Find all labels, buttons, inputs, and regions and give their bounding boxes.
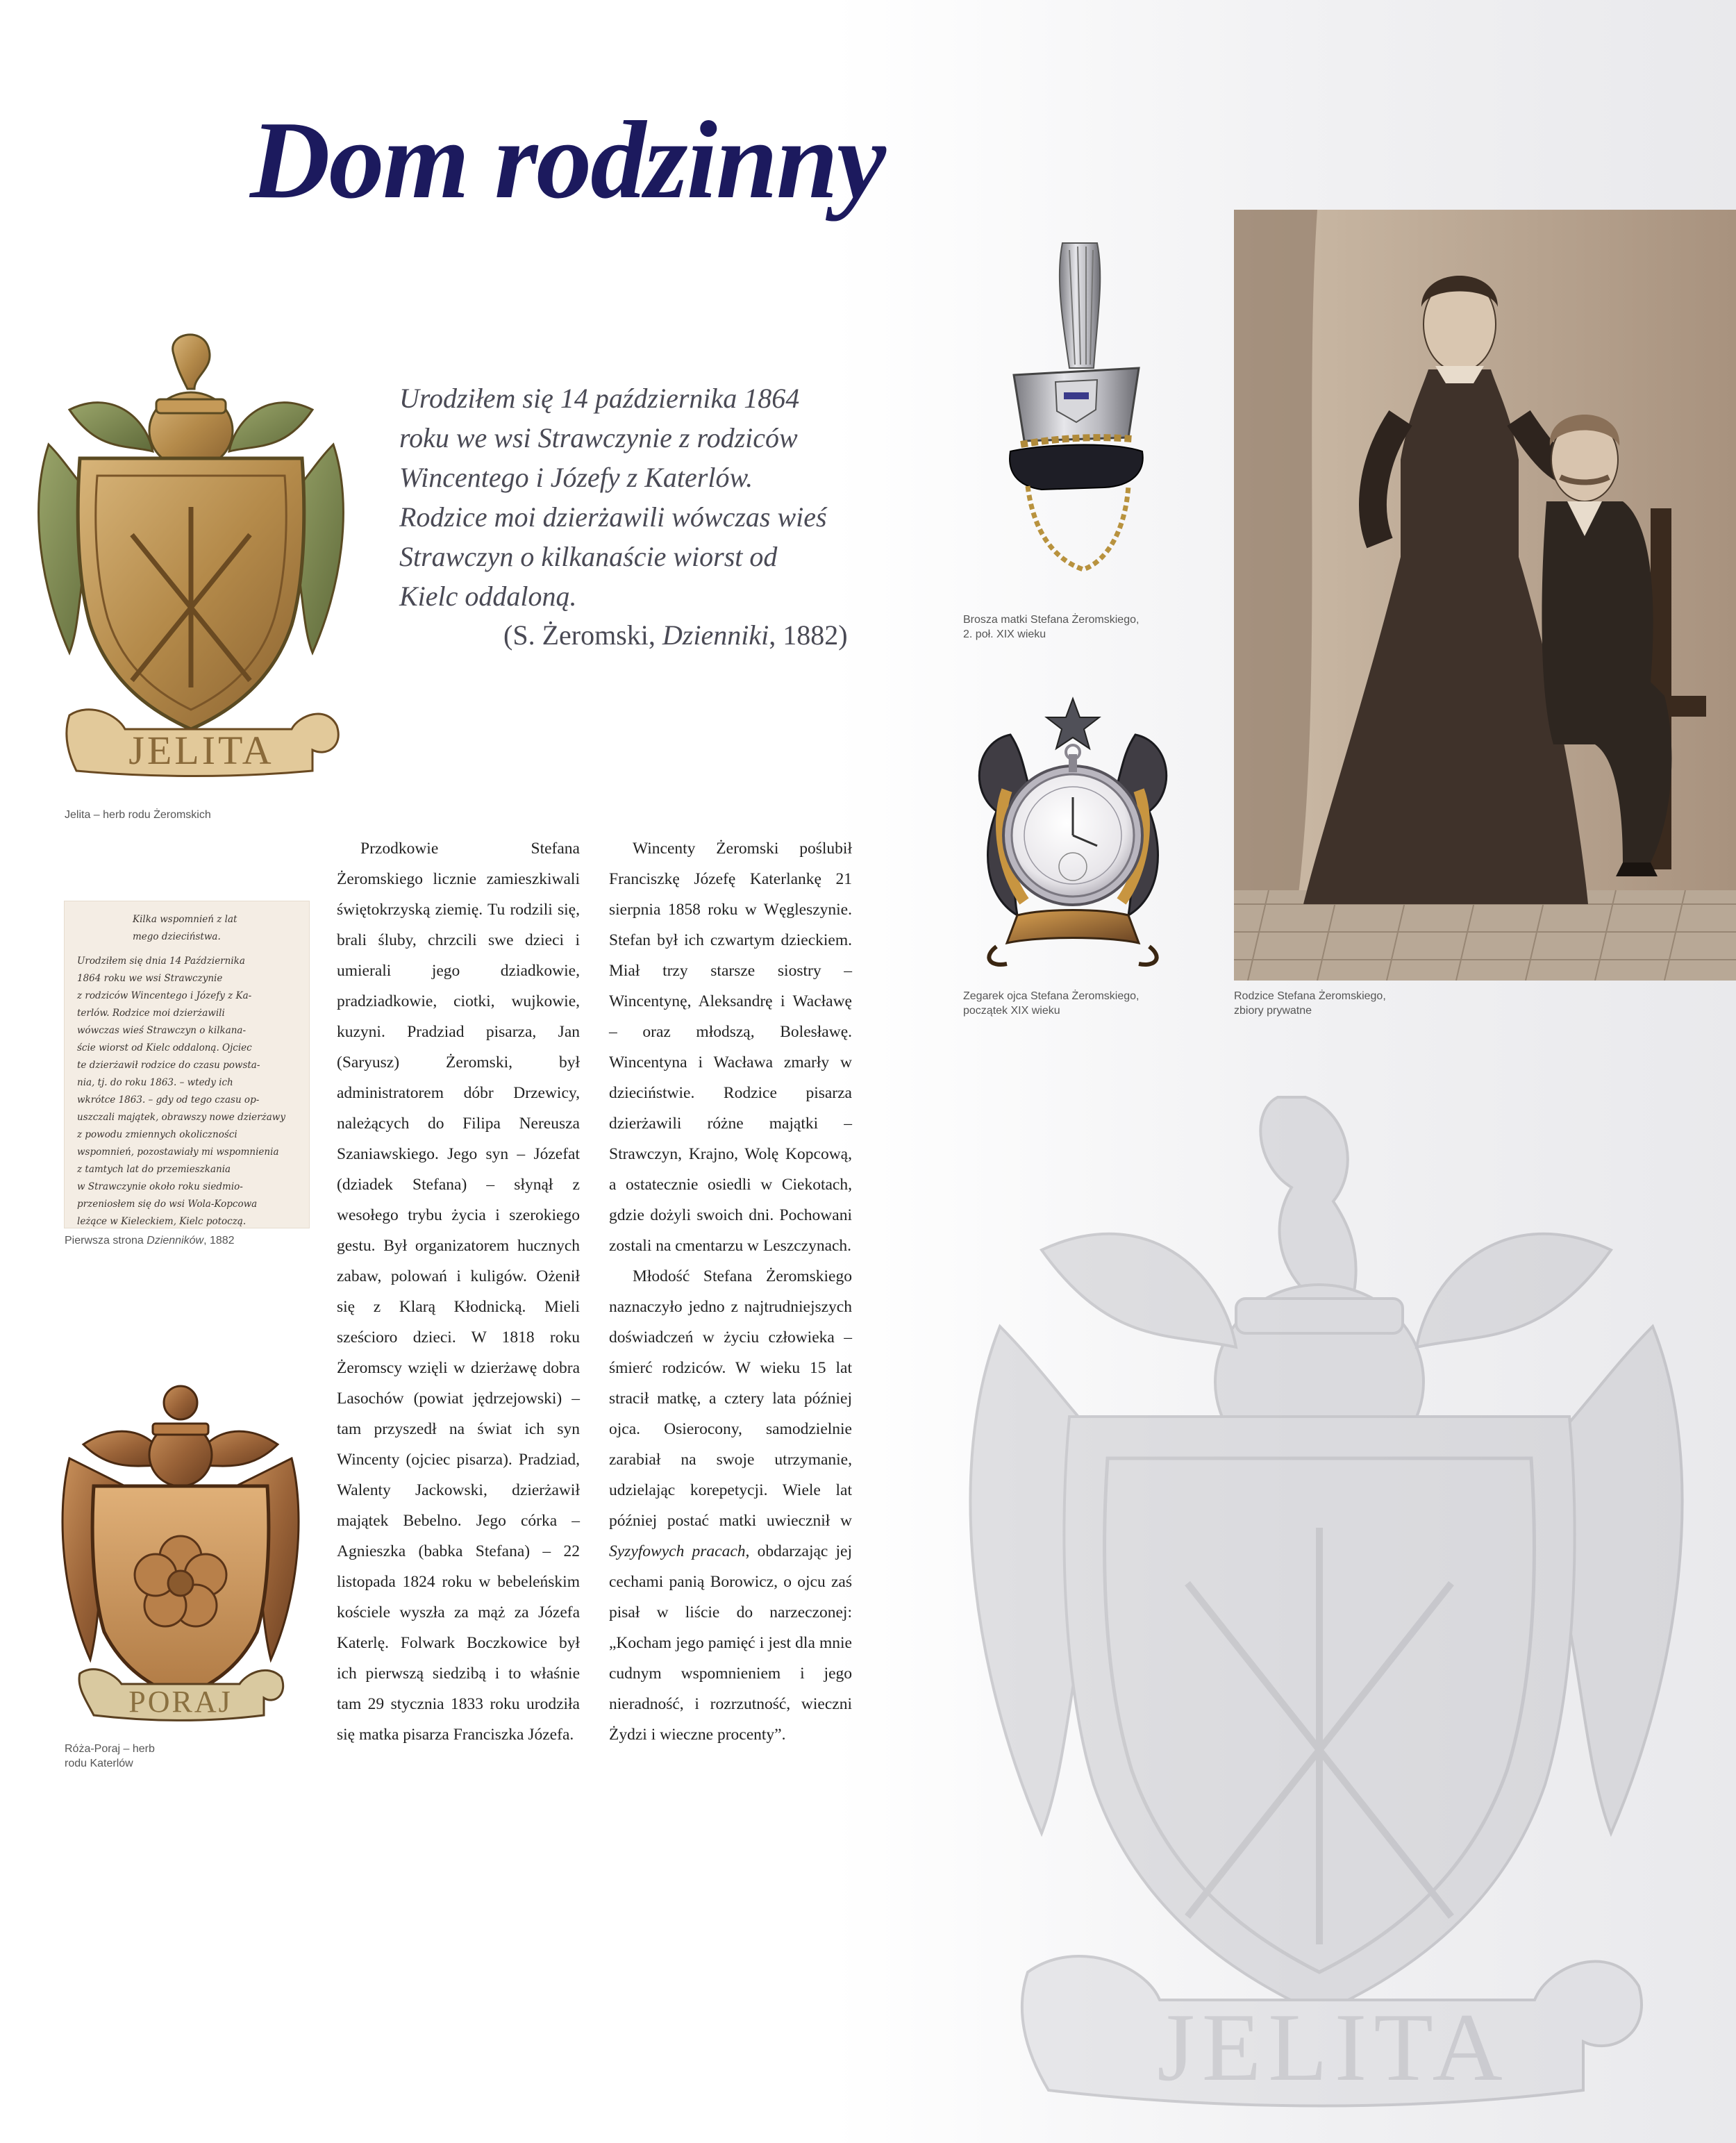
poraj-caption	[65, 1742, 155, 1771]
jelita-crest-icon	[28, 326, 354, 799]
jelita-watermark-image	[944, 1083, 1708, 2132]
manuscript-line: terlów. Rodzice moi dzierżawili	[77, 1008, 225, 1019]
manuscript-line: uszczali majątek, obrawszy nowe dzierżawy	[77, 1112, 285, 1123]
svg-text:JELITA: JELITA	[128, 728, 274, 773]
parents-photo	[1234, 210, 1736, 981]
svg-text:PORAJ: PORAJ	[128, 1685, 233, 1719]
quote-line: Strawczyn o kilkanaście wiorst od	[399, 541, 778, 572]
quote-line: Wincentego i Józefy z Katerlów.	[399, 462, 753, 493]
column2-paragraph-2-work: Syzyfowych pracach	[609, 1542, 746, 1560]
page-title: Dom rodzinny	[250, 98, 885, 222]
poraj-crest-image	[56, 1375, 306, 1736]
watch-caption-line: Zegarek ojca Stefana Żeromskiego,	[963, 990, 1140, 1002]
diary-caption-text: Pierwsza strona	[65, 1235, 147, 1246]
quote-source-author: (S. Żeromski,	[503, 619, 662, 651]
parents-caption	[1234, 989, 1386, 1018]
manuscript-line: z powodu zmiennych okoliczności	[77, 1129, 237, 1140]
quote-line: roku we wsi Strawczynie z rodziców	[399, 422, 798, 453]
brooch-caption	[963, 612, 1139, 642]
quote-source-work: Dzienniki	[662, 619, 769, 651]
manuscript-line: te dzierżawił rodzice do czasu powsta-	[77, 1060, 260, 1071]
brooch-icon	[1000, 236, 1153, 604]
jelita-crest-image	[28, 326, 354, 799]
brooch-caption-line: 2. poł. XIX wieku	[963, 628, 1046, 640]
poraj-caption-line: Róża-Poraj – herb	[65, 1743, 155, 1755]
text-column-2	[609, 833, 852, 1750]
manuscript-line: z rodziców Wincentego i Józefy z Ka-	[77, 990, 252, 1001]
manuscript-line: w Strawczynie około roku siedmio-	[77, 1181, 243, 1192]
brooch-caption-line: Brosza matki Stefana Żeromskiego,	[963, 614, 1140, 626]
jelita-watermark-icon	[944, 1083, 1708, 2132]
watch-caption	[963, 989, 1139, 1018]
quote-line: Kielc oddaloną.	[399, 581, 577, 612]
quote-block	[399, 378, 899, 616]
column1-paragraph: Przodkowie Stefana Żeromskiego licznie zamieszkiwali świętokrzyską ziemię. Tu rodzili się, brali śluby, chrzcili swe dzieci i umierali jego dziadkowie, pradziadkowie, ciotki, wujkowie, kuzyni. Pradziad pisarza, Jan (Saryusz) Żeromski, był administratorem dóbr Drzewicy, należących do Filipa Nereusza Szaniawskiego. Jego syn – Józefat (dziadek Stefana) – słynął z wesołego trybu życia i szerokiego gestu. Był organizatorem hucznych zabaw, polowań i kuligów. Ożenił się z Klarą Kłodnicką. Mieli sześcioro dzieci. W 1818 roku Żeromscy wzięli w dzierżawę dobra Lasochów (powiat jędrzejowski) – tam przyszedł na świat ich syn Wincenty (ojciec pisarza). Pradziad, Walenty Jackowski, dzierżawił majątek Bebelno. Jego córka – Agnieszka (babka Stefana) – 22 listopada 1824 roku w bebeleńskim kościele wyszła za mąż za Józefa Katerlę. Folwark Boczkowice był ich pierwszą siedzibą i to właśnie tam 29 stycznia 1833 roku urodziła się matka pisarza Franciszka Józefa.	[337, 840, 580, 1744]
column2-paragraph-1: Wincenty Żeromski poślubił Franciszkę Józefę Katerlankę 21 sierpnia 1858 roku w Węgleszynie. Stefan był ich czwartym dzieckiem. Miał trzy starsze siostry – Wincentynę, Aleksandrę i Wacławę – oraz młodszą, Bolesławę. Wincentyna i Wacława zmarły w dzieciństwie. Rodzice pisarza dzierżawili różne majątki – Strawczyn, Krajno, Wolę Kopcową, a ostatecznie osiedli w Ciekotach, gdzie dożyli swoich dni. Pochowani zostali na cmentarzu w Leszczynach.	[609, 840, 852, 1255]
svg-text:JELITA: JELITA	[1157, 1994, 1510, 2101]
manuscript-line: wspomnień, pozostawiały mi wspomnienia	[77, 1146, 279, 1158]
manuscript-line: nia, tj. do roku 1863. – wtedy ich	[77, 1077, 233, 1088]
parents-caption-line: Rodzice Stefana Żeromskiego,	[1234, 990, 1386, 1002]
diary-caption-work: Dzienników	[147, 1235, 204, 1246]
pocket-watch-icon	[969, 693, 1177, 971]
diary-caption-year: , 1882	[203, 1235, 235, 1246]
manuscript-line: wówczas wieś Strawczyn o kilkana-	[77, 1025, 247, 1036]
manuscript-line: z tamtych lat do przemieszkania	[77, 1164, 231, 1175]
manuscript-text	[65, 901, 309, 1228]
parents-caption-line: zbiory prywatne	[1234, 1005, 1312, 1017]
quote-source	[503, 615, 934, 655]
column2-paragraph-2-text: , obdarzając jej cechami panią Borowicz, o ojcu zaś pisał w liście do narzeczonej: „Kocham jego pamięć i jest dla mnie cudnym wspomnieniem i jego nieradność, i rozrzutność, wieczni Żydzi i wieczne procenty”.	[609, 1542, 853, 1744]
diary-manuscript-image	[65, 901, 309, 1228]
manuscript-line: Kilka wspomnień z lat	[133, 914, 237, 925]
manuscript-line: leżące w Kieleckiem, Kielc potoczą.	[77, 1216, 247, 1227]
column2-paragraph-2-text: Młodość Stefana Żeromskiego naznaczyło jedno z najtrudniejszych doświadczeń w życiu człowieka – śmierć rodziców. W wieku 15 lat stracił matkę, a cztery lata później ojca. Osierocony, samodzielnie zarabiał na swoje utrzymanie, udzielając korepetycji. Wiele lat później postać matki uwiecznił w	[609, 1267, 852, 1530]
poraj-crest-icon	[56, 1375, 306, 1736]
quote-line: Rodzice moi dzierżawili wówczas wieś	[399, 501, 827, 533]
quote-line: Urodziłem się 14 października 1864	[399, 383, 800, 414]
diary-caption	[65, 1233, 235, 1248]
text-column-1	[337, 833, 580, 1750]
watch-caption-line: początek XIX wieku	[963, 1005, 1060, 1017]
column2-paragraph-2	[609, 1261, 852, 1750]
pocket-watch-image	[969, 693, 1177, 971]
jelita-caption: Jelita – herb rodu Żeromskich	[65, 809, 211, 821]
manuscript-line: ście wiorst od Kielc oddaloną. Ojciec	[77, 1042, 252, 1053]
poraj-caption-line: rodu Katerlów	[65, 1758, 133, 1769]
quote-source-year: , 1882)	[769, 619, 848, 651]
brooch-image	[1000, 236, 1153, 604]
manuscript-line: wkrótce 1863. – gdy od tego czasu op-	[77, 1094, 260, 1106]
manuscript-line: mego dzieciństwa.	[133, 931, 221, 942]
parents-photo-icon	[1234, 210, 1736, 981]
manuscript-line: 1864 roku we wsi Strawczynie	[77, 973, 223, 984]
manuscript-line: przeniosłem się do wsi Wola-Kopcowa	[77, 1199, 258, 1210]
manuscript-line: Urodziłem się dnia 14 Października	[77, 956, 245, 967]
